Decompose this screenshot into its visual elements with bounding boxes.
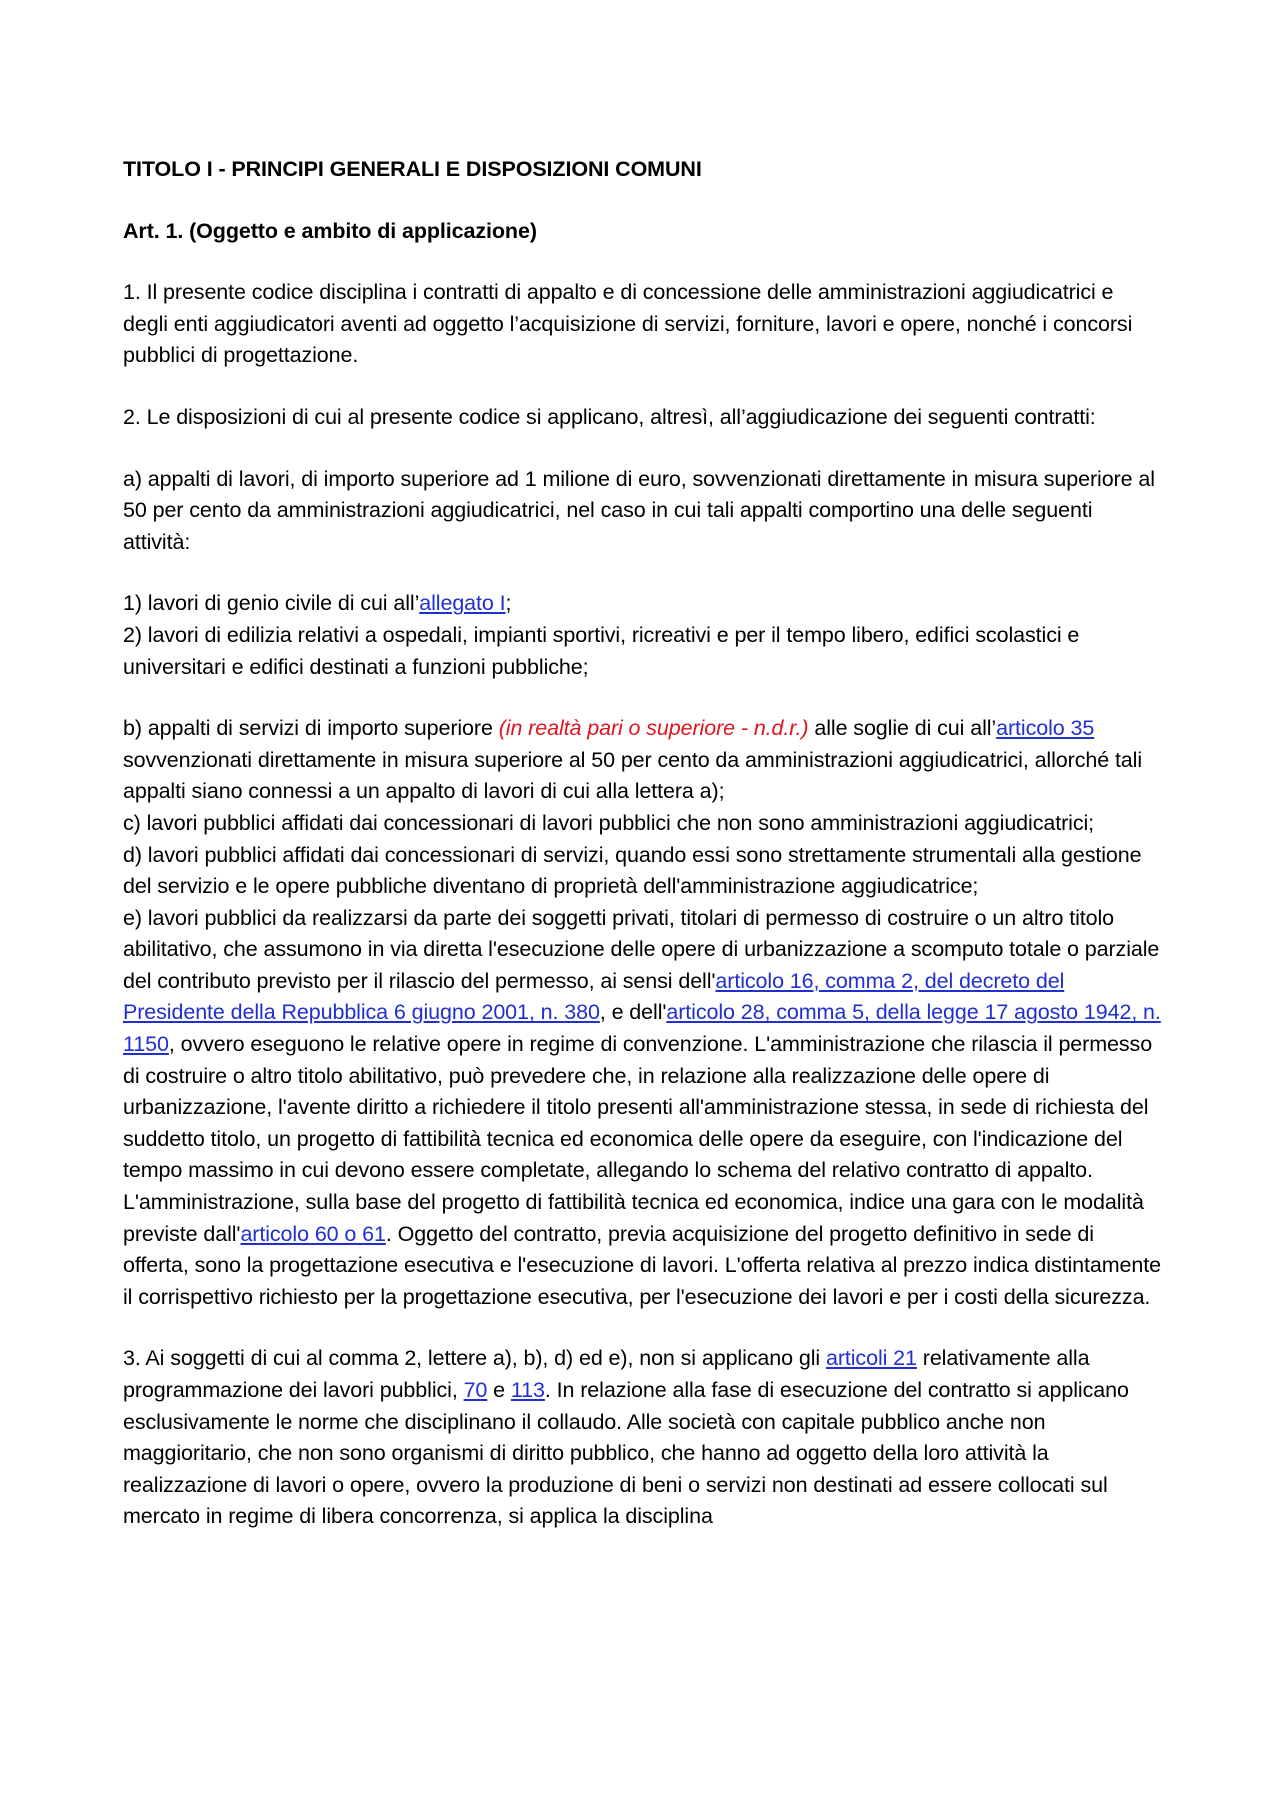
link-articolo-113[interactable]: 113 <box>510 1378 545 1402</box>
paragraph-3-text-1: 3. Ai soggetti di cui al comma 2, lettere a), b), d) ed e), non si applicano gli <box>123 1346 826 1371</box>
link-dpr-380[interactable]: articolo 16, comma 2, del decreto del Presidente della Repubblica 6 giugno 2001, n. 380 <box>123 968 1065 1025</box>
item-b-end: sovvenzionati direttamente in misura superiore al 50 per cento da amministrazioni aggiudicatrici, allorché tali appalti siano connessi a un appalto di lavori di cui alla lettera a); <box>123 747 1143 804</box>
item-e <box>123 903 1164 1314</box>
link-articolo-35[interactable]: articolo 35 <box>996 716 1095 741</box>
article-heading: Art. 1. (Oggetto e ambito di applicazione) <box>123 218 537 243</box>
item-b-mid: alle soglie di cui all’ <box>808 716 997 741</box>
item-a-1-end: ; <box>505 591 512 616</box>
item-b-text: b) appalti di servizi di importo superiore <box>123 716 499 741</box>
link-allegato-1[interactable]: allegato I <box>419 591 506 616</box>
item-e-text-4: . Oggetto del contratto, previa acquisizione del progetto definitivo in sede di offerta, sono la progettazione esecutiva e l'esecuzione di lavori. L'offerta relativa al prezzo indica distintamente il corrispettivo richiesto per la progettazione esecutiva, per l'esecuzione dei lavori e per i costi della sicurezza. <box>123 1221 1161 1309</box>
document-title: TITOLO I - PRINCIPI GENERALI E DISPOSIZIONI COMUNI <box>123 157 702 181</box>
item-b <box>123 713 1164 808</box>
paragraph-1: 1. Il presente codice disciplina i contratti di appalto e di concessione delle amministrazioni aggiudicatrici e degli enti aggiudicatori aventi ad oggetto l’acquisizione di servizi, forniture, lavori e opere, nonché i concorsi pubblici di progettazione. <box>123 280 1133 368</box>
editor-note: (in realtà pari o superiore - n.d.r.) <box>498 716 809 741</box>
paragraph-3 <box>123 1343 1164 1533</box>
link-articoli-21[interactable]: articoli 21 <box>825 1346 917 1371</box>
paragraph-3-text-4: . In relazione alla fase di esecuzione del contratto si applicano esclusivamente le norme che disciplinano il collaudo. Alle società con capitale pubblico anche non maggioritario, che non sono organismi di diritto pubblico, che hanno ad oggetto della loro attività la realizzazione di lavori o opere, ovvero la produzione di beni o servizi non destinati ad essere collocati sul mercato in regime di libera concorrenza, si applica la disciplina <box>123 1378 1129 1529</box>
paragraph-3-text-2: relativamente alla programmazione dei lavori pubblici, <box>123 1346 1090 1402</box>
item-a: a) appalti di lavori, di importo superiore ad 1 milione di euro, sovvenzionati direttamente in misura superiore al 50 per cento da amministrazioni aggiudicatrici, nel caso in cui tali appalti comportino una delle seguenti attività: <box>123 466 1155 554</box>
item-d: d) lavori pubblici affidati dai concessionari di servizi, quando essi sono strettamente strumentali alla gestione del servizio e le opere pubbliche diventano di proprietà dell'amministrazione aggiudicatrice; <box>123 842 1142 899</box>
link-legge-1150[interactable]: articolo 28, comma 5, della legge 17 agosto 1942, n. 1150 <box>123 1000 1161 1057</box>
paragraph-3-text-3: e <box>487 1378 511 1402</box>
paragraph-2: 2. Le disposizioni di cui al presente codice si applicano, altresì, all’aggiudicazione dei seguenti contratti: <box>123 404 1096 429</box>
item-a-1 <box>123 588 1164 620</box>
item-e-text-2: , e dell' <box>599 1000 667 1025</box>
item-a-1-text: 1) lavori di genio civile di cui all’ <box>123 591 420 616</box>
item-a-2: 2) lavori di edilizia relativi a ospedali, impianti sportivi, ricreativi e per il tempo libero, edifici scolastici e universitari e edifici destinati a funzioni pubbliche; <box>123 622 1080 679</box>
item-e-text-1: e) lavori pubblici da realizzarsi da parte dei soggetti privati, titolari di permesso di costruire o un altro titolo abilitativo, che assumono in via diretta l'esecuzione delle opere di urbanizzazione a scomputo totale o parziale del contributo previsto per il rilascio del permesso, ai sensi dell' <box>123 905 1160 993</box>
item-e-text-3: , ovvero eseguono le relative opere in regime di convenzione. L'amministrazione che rilascia il permesso di costruire o altro titolo abilitativo, può prevedere che, in relazione alla realizzazione delle opere di urbanizzazione, l'avente diritto a richiedere il titolo presenti all'amministrazione stessa, in sede di richiesta del suddetto titolo, un progetto di fattibilità tecnica ed economica delle opere da eseguire, con l'indicazione del tempo massimo in cui devono essere completate, allegando lo schema del relativo contratto di appalto. L'amministrazione, sulla base del progetto di fattibilità tecnica ed economica, indice una gara con le modalità previste dall' <box>123 1032 1153 1246</box>
item-c: c) lavori pubblici affidati dai concessionari di lavori pubblici che non sono amministrazioni aggiudicatrici; <box>123 810 1095 835</box>
link-articolo-60-61[interactable]: articolo 60 o 61 <box>240 1221 386 1246</box>
link-articolo-70[interactable]: 70 <box>463 1378 488 1402</box>
